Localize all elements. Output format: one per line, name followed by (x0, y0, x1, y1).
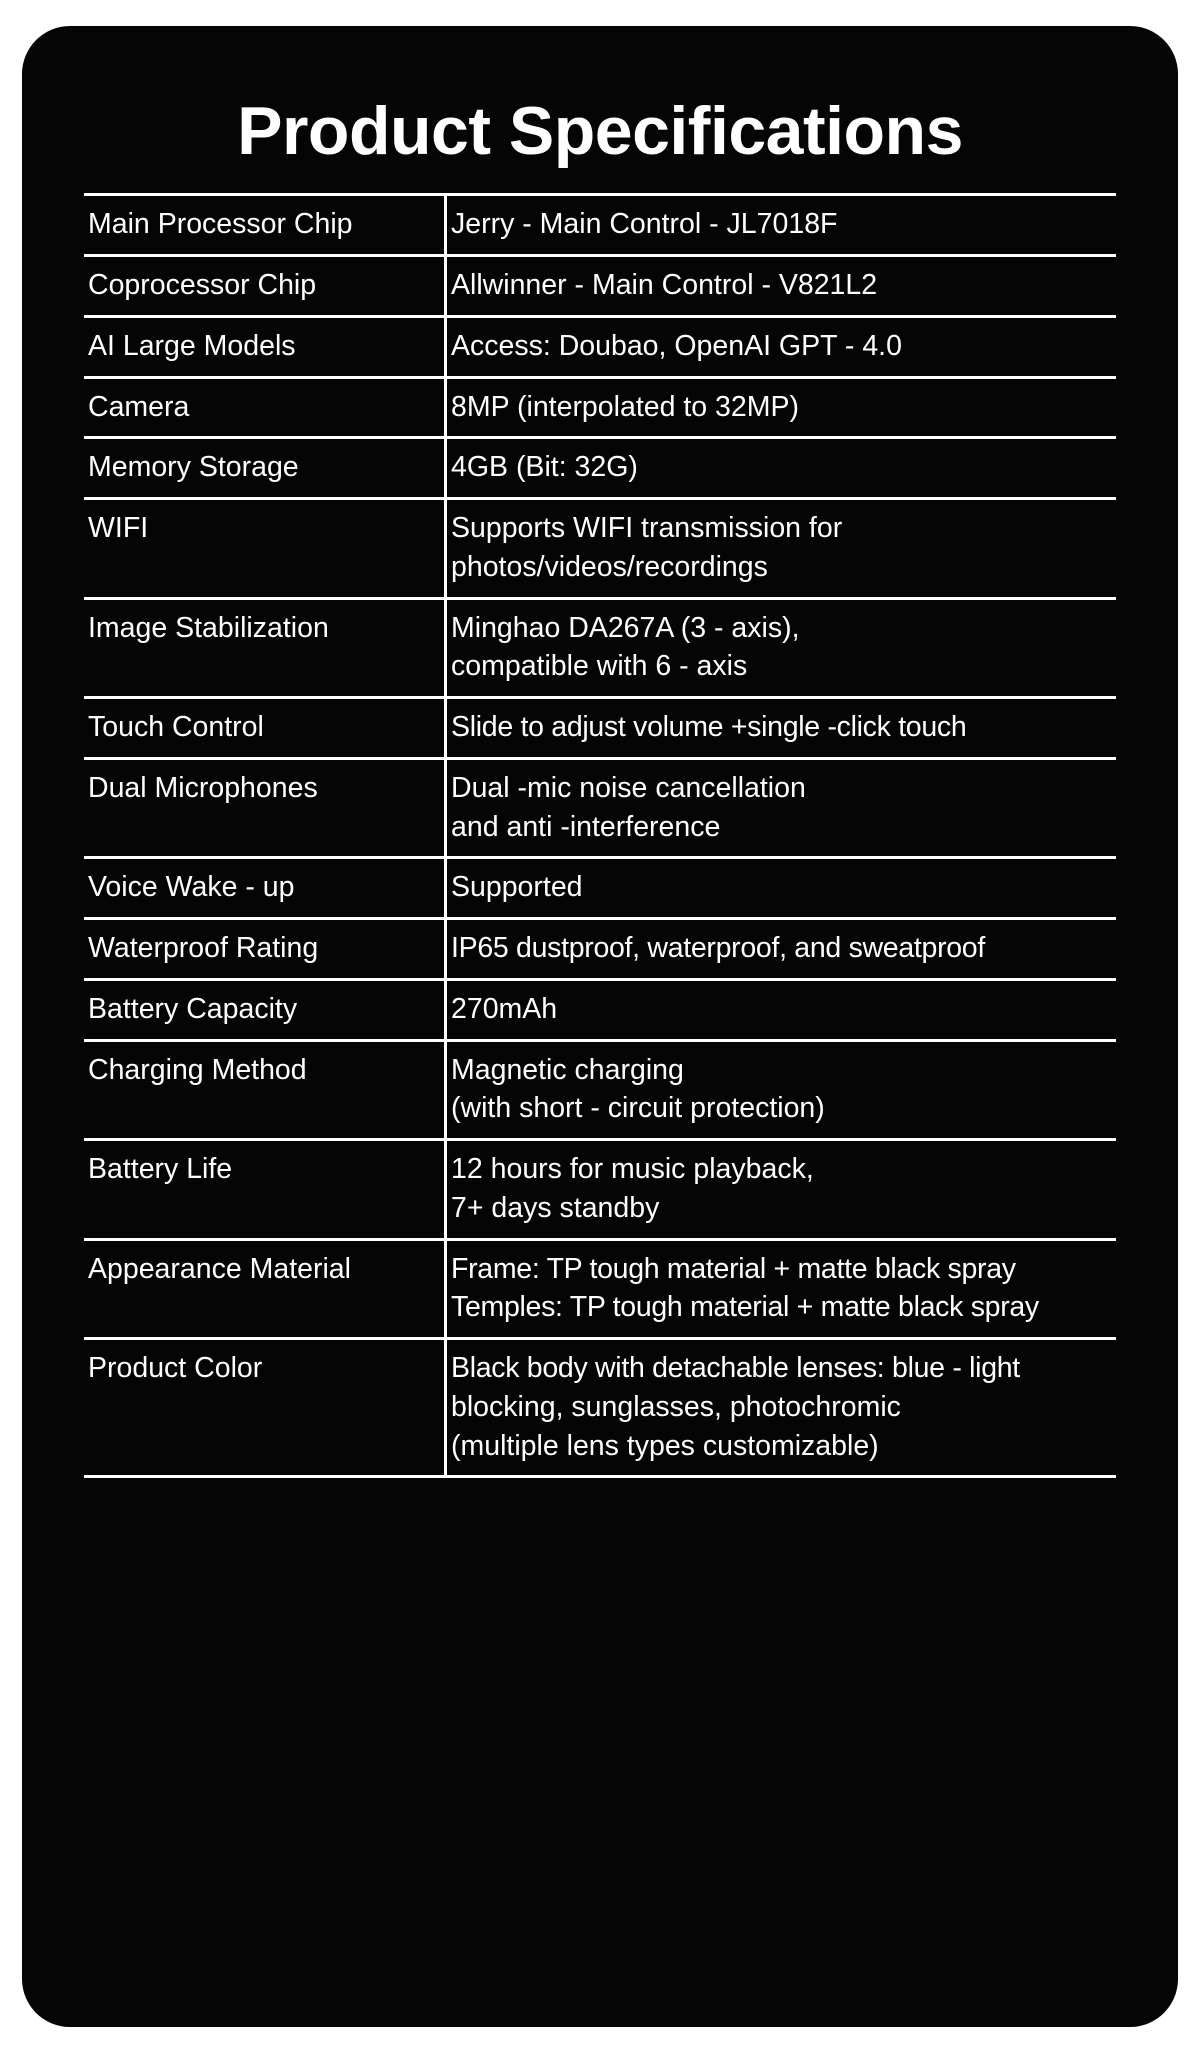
spec-value (446, 698, 1117, 759)
page-title: Product Specifications (237, 93, 963, 169)
spec-value-line: Supported (451, 871, 583, 904)
spec-value-line: Minghao DA267A (3 - axis), (451, 611, 800, 644)
table-row (84, 377, 1116, 438)
table-row (84, 858, 1116, 919)
spec-value-line: Black body with detachable lenses: blue - light (451, 1352, 1020, 1385)
table-row (84, 499, 1116, 599)
spec-value (446, 858, 1117, 919)
specifications-table (84, 193, 1116, 1478)
spec-value-line: (with short - circuit protection) (451, 1092, 825, 1125)
table-row (84, 598, 1116, 698)
spec-value-line: Allwinner - Main Control - V821L2 (451, 269, 878, 302)
spec-label: Charging Method (88, 1053, 307, 1086)
spec-label: Appearance Material (88, 1252, 351, 1285)
table-row (84, 1140, 1116, 1240)
spec-label: Coprocessor Chip (88, 269, 317, 302)
spec-value-line: Dual -mic noise cancellation (451, 771, 806, 804)
spec-value (446, 758, 1117, 858)
spec-value-line: blocking, sunglasses, photochromic (451, 1390, 901, 1423)
spec-value-line: Magnetic charging (451, 1053, 684, 1086)
spec-value (446, 979, 1117, 1040)
spec-value (446, 1140, 1117, 1240)
spec-label: Dual Microphones (88, 771, 318, 804)
table-row (84, 919, 1116, 980)
spec-label: Main Processor Chip (88, 208, 353, 241)
spec-value-line: Supports WIFI transmission for (451, 512, 843, 545)
table-row (84, 1239, 1116, 1339)
spec-label: AI Large Models (88, 329, 296, 362)
spec-label: Voice Wake - up (88, 871, 295, 904)
spec-value (446, 499, 1117, 599)
table-row (84, 979, 1116, 1040)
spec-value-line: photos/videos/recordings (451, 550, 768, 583)
table-row (84, 698, 1116, 759)
spec-value-line: 270mAh (451, 992, 558, 1025)
table-row (84, 438, 1116, 499)
table-row (84, 1040, 1116, 1140)
spec-value-line: Jerry - Main Control - JL7018F (451, 208, 838, 241)
spec-value (446, 377, 1117, 438)
spec-label: Image Stabilization (88, 611, 329, 644)
spec-value-line: Temples: TP tough material + matte black spray (451, 1291, 1039, 1324)
spec-value (446, 1339, 1117, 1477)
spec-value-line: Slide to adjust volume +single -click touch (451, 711, 967, 744)
spec-value (446, 1040, 1117, 1140)
spec-card (22, 26, 1178, 2027)
spec-value-line: 7+ days standby (451, 1191, 660, 1224)
spec-label: Camera (88, 390, 190, 423)
spec-value-line: 12 hours for music playback, (451, 1153, 814, 1186)
spec-value (446, 438, 1117, 499)
table-row (84, 256, 1116, 317)
spec-value-line: (multiple lens types customizable) (451, 1429, 879, 1462)
spec-label: Memory Storage (88, 451, 299, 484)
spec-value (446, 1239, 1117, 1339)
table-row (84, 195, 1116, 256)
table-row (84, 316, 1116, 377)
spec-value (446, 598, 1117, 698)
spec-value-line: IP65 dustproof, waterproof, and sweatproof (451, 932, 985, 965)
spec-label: WIFI (88, 512, 149, 545)
spec-label: Product Color (88, 1352, 263, 1385)
table-row (84, 1339, 1116, 1477)
spec-label: Waterproof Rating (88, 932, 319, 965)
spec-value-line: Frame: TP tough material + matte black spray (451, 1252, 1016, 1285)
spec-value (446, 316, 1117, 377)
spec-label: Battery Life (88, 1153, 233, 1186)
table-row (84, 758, 1116, 858)
spec-value-line: 4GB (Bit: 32G) (451, 451, 638, 484)
spec-value-line: and anti -interference (451, 810, 721, 843)
spec-value (446, 919, 1117, 980)
spec-label: Touch Control (88, 711, 264, 744)
spec-value-line: Access: Doubao, OpenAI GPT - 4.0 (451, 329, 902, 362)
spec-value-line: compatible with 6 - axis (451, 650, 748, 683)
spec-value (446, 195, 1117, 256)
spec-value-line: 8MP (interpolated to 32MP) (451, 390, 799, 423)
spec-label: Battery Capacity (88, 992, 298, 1025)
specifications-body (84, 195, 1116, 1477)
spec-value (446, 256, 1117, 317)
